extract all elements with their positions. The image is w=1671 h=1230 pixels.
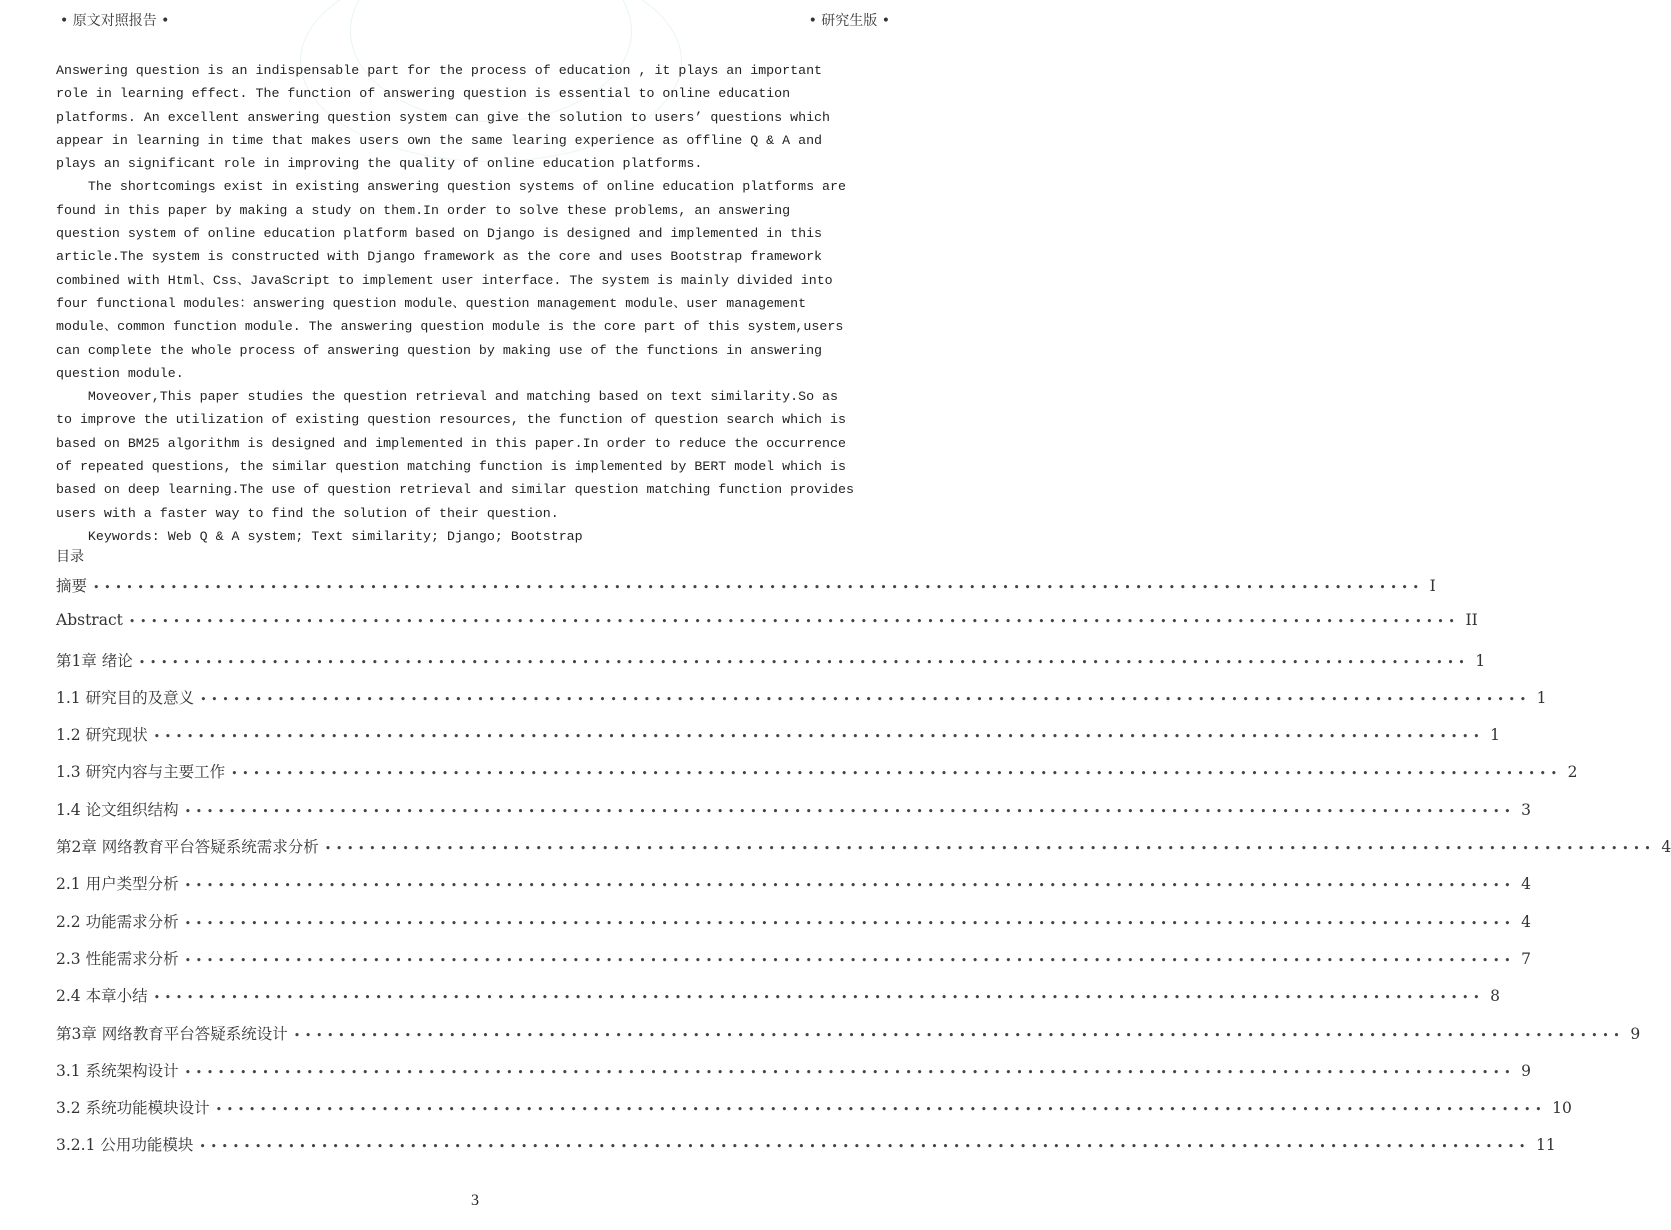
abstract-line: combined with Html、Css、JavaScript to implement user interface. The system is mainly divided into	[56, 272, 833, 288]
toc-entry-page: 4	[1521, 875, 1532, 894]
abstract-line: of repeated questions, the similar question matching function is implemented by BERT model which is	[56, 459, 846, 475]
toc-entry-title: 第2章 网络教育平台答疑系统需求分析	[56, 838, 319, 857]
abstract-body	[56, 59, 886, 548]
abstract-line: article.The system is constructed with Django framework as the core and uses Bootstrap framework	[56, 249, 823, 265]
toc-entry-title: 2.1 用户类型分析	[56, 875, 179, 894]
toc-title: 目录	[56, 549, 84, 565]
abstract-line: can complete the whole process of answering question by making use of the functions in answering	[56, 342, 823, 358]
abstract-line: found in this paper by making a study on them.In order to solve these problems, an answering	[56, 202, 791, 218]
toc-dot-leader: ••••••••••••••••••••••••••••••••••••••••••••••••••••••••••••••••••••••••••••••••••••••••••••••••••••••••••••••••••••••••	[184, 953, 1516, 967]
toc-entry-title: 摘要	[56, 577, 88, 595]
abstract-line: platforms. An excellent answering question system can give the solution to users’ questions which	[56, 109, 831, 125]
page-number: 3	[471, 1192, 479, 1209]
toc-entry[interactable]	[56, 1022, 1641, 1059]
toc-entry-page: 4	[1521, 912, 1532, 931]
toc-entry-title: Abstract	[56, 611, 123, 630]
toc-entry-page: 7	[1521, 949, 1532, 968]
toc-entry[interactable]	[56, 984, 1501, 1021]
toc-dot-leader: ••••••••••••••••••••••••••••••••••••••••••••••••••••••••••••••••••••••••••••••••••••••••••••••••••••••••••••••••••••••••	[184, 916, 1516, 930]
abstract-line: to improve the utilization of existing question resources, the function of question search which is	[56, 412, 846, 428]
toc-dot-leader: ••••••••••••••••••••••••••••••••••••••••••••••••••••••••••••••••••••••••••••••••••••••••••••••••••••••••••••••••••••••••	[184, 879, 1516, 893]
toc-entry-page: 9	[1630, 1024, 1641, 1043]
toc-entry[interactable]	[56, 1133, 1556, 1170]
abstract-line: plays an significant role in improving the quality of online education platforms.	[56, 156, 703, 172]
toc-entry-page: 11	[1535, 1136, 1556, 1155]
toc-entry[interactable]	[56, 835, 1671, 872]
abstract-line: Answering question is an indispensable part for the process of education , it plays an important	[56, 63, 823, 78]
toc-entry[interactable]	[56, 760, 1578, 797]
toc-entry[interactable]	[56, 798, 1532, 835]
toc-dot-leader: ••••••••••••••••••••••••••••••••••••••••••••••••••••••••••••••••••••••••••••••••••••••••••••••••••••••••••••••••••••••••	[215, 1103, 1547, 1117]
abstract-line: Moveover,This paper studies the question retrieval and matching based on text similarity.So as	[56, 389, 838, 405]
toc-entry[interactable]	[56, 910, 1532, 947]
abstract-line: based on BM25 algorithm is designed and implemented in this paper.In order to reduce the occurrence	[56, 435, 846, 451]
toc-entry-page: 9	[1521, 1061, 1532, 1080]
toc-entry-title: 第3章 网络教育平台答疑系统设计	[56, 1024, 288, 1043]
toc-entry-title: 2.3 性能需求分析	[56, 949, 179, 968]
toc-entry[interactable]	[56, 947, 1532, 984]
toc-dot-leader: ••••••••••••••••••••••••••••••••••••••••••••••••••••••••••••••••••••••••••••••••••••••••••••••••••••••••••••••••••••••••	[153, 730, 1485, 744]
abstract-line: four functional modules：answering question module、question management module、user management	[56, 295, 807, 311]
toc-entry[interactable]	[56, 1059, 1532, 1096]
toc-dot-leader: ••••••••••••••••••••••••••••••••••••••••••••••••••••••••••••••••••••••••••••••••••••••••••••••••••••••••••••••••••••••••	[184, 804, 1516, 818]
abstract-line: question system of online education platform based on Django is designed and implemented in this	[56, 226, 823, 242]
toc-dot-leader: ••••••••••••••••••••••••••••••••••••••••••••••••••••••••••••••••••••••••••••••••••••••••••••••••••••••••••••••••••••••••	[184, 1065, 1516, 1079]
toc-entry-title: 1.3 研究内容与主要工作	[56, 763, 226, 782]
abstract-line: users with a faster way to find the solution of their question.	[56, 505, 559, 521]
toc-entry[interactable]	[56, 1096, 1572, 1133]
toc-entry[interactable]	[56, 872, 1532, 909]
abstract-line: module、common function module. The answering question module is the core part of this system,users	[56, 319, 844, 335]
header-right: • 研究生版 •	[808, 13, 890, 29]
toc-dot-leader: ••••••••••••••••••••••••••••••••••••••••••••••••••••••••••••••••••••••••••••••••••••••••••••••••••••••••••••••••••••••••	[293, 1028, 1625, 1042]
abstract-line: Keywords: Web Q & A system; Text similarity; Django; Bootstrap	[56, 528, 583, 544]
toc-entry-page: 1	[1490, 726, 1501, 745]
toc-dot-leader: ••••••••••••••••••••••••••••••••••••••••••••••••••••••••••••••••••••••••••••••••••••••••••••••••••••••••••••••••••••••••	[153, 991, 1485, 1005]
header-left: • 原文对照报告 •	[60, 13, 170, 29]
toc-dot-leader: ••••••••••••••••••••••••••••••••••••••••••••••••••••••••••••••••••••••••••••••••••••••••••••••••••••••••••••••••••••••••	[93, 581, 1424, 594]
toc-dot-leader: ••••••••••••••••••••••••••••••••••••••••••••••••••••••••••••••••••••••••••••••••••••••••••••••••••••••••••••••••••••••••	[231, 767, 1562, 781]
toc-entry-title: 1.2 研究现状	[56, 726, 148, 745]
table-of-contents	[56, 574, 1671, 1171]
toc-entry-title: 3.1 系统架构设计	[56, 1061, 179, 1080]
toc-dot-leader: ••••••••••••••••••••••••••••••••••••••••••••••••••••••••••••••••••••••••••••••••••••••••••••••••••••••••••••••••••••••••	[200, 692, 1531, 706]
toc-entry[interactable]	[56, 723, 1501, 760]
toc-entry-page: II	[1465, 611, 1478, 630]
toc-entry-title: 1.1 研究目的及意义	[56, 688, 195, 707]
toc-entry-page: 2	[1567, 763, 1578, 782]
abstract-line: appear in learning in time that makes users own the same learing experience as offline Q & A and	[56, 132, 823, 148]
abstract-line: role in learning effect. The function of answering question is essential to online education	[56, 86, 791, 102]
toc-entry-title: 3.2 系统功能模块设计	[56, 1099, 210, 1118]
toc-entry-page: 4	[1661, 838, 1671, 857]
toc-entry-page: 10	[1552, 1099, 1572, 1118]
toc-entry[interactable]	[56, 686, 1547, 723]
abstract-line: question module.	[56, 365, 184, 381]
abstract-line: based on deep learning.The use of question retrieval and similar question matching function provides	[56, 482, 854, 498]
toc-entry-page: I	[1429, 577, 1436, 595]
toc-entry-title: 1.4 论文组织结构	[56, 800, 179, 819]
toc-dot-leader: ••••••••••••••••••••••••••••••••••••••••••••••••••••••••••••••••••••••••••••••••••••••••••••••••••••••••••••••••••••••••	[138, 655, 1470, 669]
toc-dot-leader: ••••••••••••••••••••••••••••••••••••••••••••••••••••••••••••••••••••••••••••••••••••••••••••••••••••••••••••••••••••••••	[128, 615, 1460, 629]
toc-entry-page: 8	[1490, 987, 1501, 1006]
toc-entry-title: 2.2 功能需求分析	[56, 912, 179, 931]
toc-dot-leader: ••••••••••••••••••••••••••••••••••••••••••••••••••••••••••••••••••••••••••••••••••••••••••••••••••••••••••••••••••••••••	[324, 842, 1656, 856]
toc-entry-title: 3.2.1 公用功能模块	[56, 1136, 194, 1155]
abstract-line: The shortcomings exist in existing answering question systems of online education platforms are	[56, 179, 846, 195]
toc-entry[interactable]	[56, 574, 1436, 611]
toc-entry[interactable]	[56, 649, 1486, 686]
toc-dot-leader: ••••••••••••••••••••••••••••••••••••••••••••••••••••••••••••••••••••••••••••••••••••••••••••••••••••••••••••••••••••••••	[199, 1140, 1530, 1154]
toc-entry-page: 3	[1521, 800, 1532, 819]
toc-entry-page: 1	[1475, 651, 1486, 670]
toc-entry-page: 1	[1536, 688, 1547, 707]
toc-entry-title: 第1章 绪论	[56, 651, 133, 670]
toc-entry-title: 2.4 本章小结	[56, 987, 148, 1006]
toc-entry[interactable]	[56, 611, 1478, 648]
